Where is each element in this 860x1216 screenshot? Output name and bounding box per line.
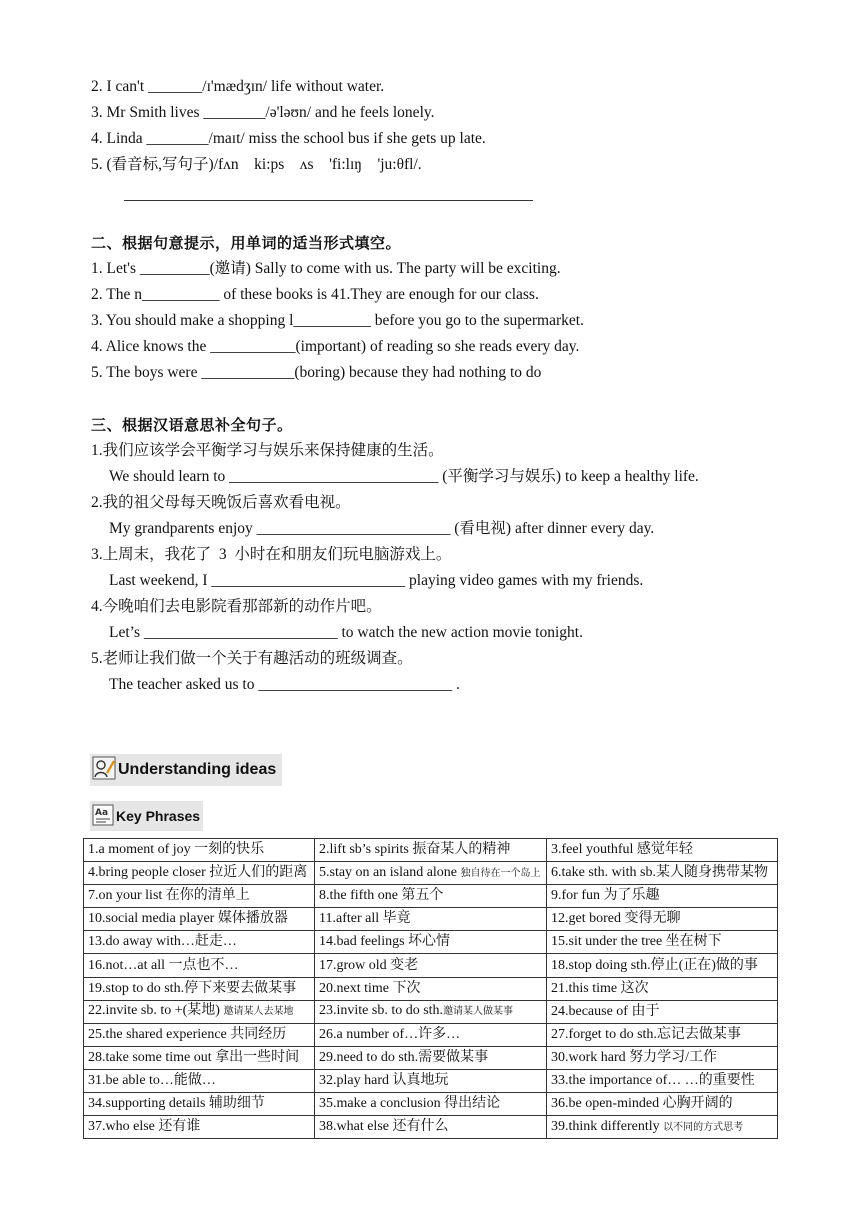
exercise-item: 4. Alice knows the ___________(important) of reading so she reads every day.	[91, 338, 580, 355]
chinese-prompt: 5.老师让我们做一个关于有趣活动的班级调查。	[91, 650, 413, 667]
phrase-cell: 36.be open-minded 心胸开阔的	[547, 1093, 778, 1116]
table-row	[84, 1093, 778, 1116]
phrase-cell: 27.forget to do sth.忘记去做某事	[547, 1023, 778, 1046]
exercise-item: 2. I can't _______/ɪ'mædʒɪn/ life without water.	[91, 78, 385, 95]
phrase-cell	[315, 1000, 547, 1023]
phrase-cell: 26.a number of…许多…	[315, 1023, 547, 1046]
phrase-text: 22.invite sb. to +(某地)	[88, 1003, 224, 1019]
phrase-cell: 12.get bored 变得无聊	[547, 908, 778, 931]
english-sentence: Last weekend, I _________________________ playing video games with my friends.	[109, 572, 644, 589]
phrase-cell: 35.make a conclusion 得出结论	[315, 1093, 547, 1116]
phrase-cell: 14.bad feelings 坏心情	[315, 931, 547, 954]
phrase-text: 39.think differently	[551, 1118, 664, 1134]
phrase-note: 以不同的方式思考	[663, 1121, 744, 1133]
phrase-cell: 21.this time 这次	[547, 977, 778, 1000]
text-card-icon	[92, 804, 114, 829]
phrase-cell: 28.take some time out 拿出一些时间	[84, 1046, 315, 1069]
phrase-note: 邀请某人做某事	[443, 1006, 514, 1018]
phrase-cell: 4.bring people closer 拉近人们的距离	[84, 862, 315, 885]
phrase-cell: 2.lift sb’s spirits 振奋某人的精神	[315, 839, 547, 862]
answer-blank-line	[124, 200, 533, 201]
key-phrases-table	[83, 838, 778, 1139]
phrase-cell: 38.what else 还有什么	[315, 1116, 547, 1139]
phrase-cell	[547, 1116, 778, 1139]
table-row	[84, 954, 778, 977]
phrase-cell: 1.a moment of joy 一刻的快乐	[84, 839, 315, 862]
exercise-item: 3. You should make a shopping l__________ before you go to the supermarket.	[91, 312, 584, 329]
phrase-cell: 9.for fun 为了乐趣	[547, 885, 778, 908]
phrase-cell: 29.need to do sth.需要做某事	[315, 1046, 547, 1069]
phrase-cell: 17.grow old 变老	[315, 954, 547, 977]
phrase-cell: 11.after all 毕竟	[315, 908, 547, 931]
english-sentence: My grandparents enjoy _________________________ (看电视) after dinner every day.	[109, 520, 655, 537]
phrase-cell	[315, 862, 547, 885]
phrase-cell: 20.next time 下次	[315, 977, 547, 1000]
phrase-cell: 24.because of 由于	[547, 1000, 778, 1023]
exercise-item: 2. The n__________ of these books is 41.They are enough for our class.	[91, 286, 539, 303]
phrase-note: 邀请某人去某地	[223, 1006, 294, 1018]
table-row	[84, 931, 778, 954]
phrase-cell: 34.supporting details 辅助细节	[84, 1093, 315, 1116]
understanding-ideas-tag	[90, 754, 282, 786]
chinese-prompt: 1.我们应该学会平衡学习与娱乐来保持健康的生活。	[91, 442, 444, 459]
exercise-item: 4. Linda ________/maɪt/ miss the school bus if she gets up late.	[91, 130, 486, 147]
phrase-cell: 30.work hard 努力学习/工作	[547, 1046, 778, 1069]
phrase-cell: 13.do away with…赶走…	[84, 931, 315, 954]
phrase-cell: 31.be able to…能做…	[84, 1069, 315, 1092]
phrase-cell: 16.not…at all 一点也不…	[84, 954, 315, 977]
table-row	[84, 1069, 778, 1092]
phrase-cell: 7.on your list 在你的清单上	[84, 885, 315, 908]
english-sentence: Let’s _________________________ to watch the new action movie tonight.	[109, 624, 583, 641]
table-row	[84, 1116, 778, 1139]
english-sentence: We should learn to ___________________________ (平衡学习与娱乐) to keep a healthy life.	[109, 468, 699, 485]
section-heading: 三、根据汉语意思补全句子。	[91, 416, 293, 434]
key-phrases-label: Key Phrases	[116, 808, 201, 824]
phrase-cell: 10.social media player 媒体播放器	[84, 908, 315, 931]
phrase-cell: 8.the fifth one 第五个	[315, 885, 547, 908]
phrase-cell: 19.stop to do sth.停下来要去做某事	[84, 977, 315, 1000]
table-row	[84, 977, 778, 1000]
svg-text:Aa: Aa	[95, 807, 109, 818]
exercise-item: 1. Let's _________(邀请) Sally to come with us. The party will be exciting.	[91, 260, 561, 277]
table-row	[84, 1000, 778, 1023]
table-row	[84, 908, 778, 931]
exercise-item: 5. The boys were ____________(boring) because they had nothing to do	[91, 364, 542, 381]
chinese-prompt: 2.我的祖父母每天晚饭后喜欢看电视。	[91, 494, 351, 511]
exercise-item: 5. (看音标,写句子)/fʌn ki:ps ʌs 'fi:lɪŋ 'ju:θfl/.	[91, 156, 422, 173]
phrase-cell: 18.stop doing sth.停止(正在)做的事	[547, 954, 778, 977]
understanding-ideas-label: Understanding ideas	[118, 761, 277, 778]
chinese-prompt: 3.上周末，我花了 3 小时在和朋友们玩电脑游戏上。	[91, 546, 452, 563]
section-heading: 二、根据句意提示，用单词的适当形式填空。	[91, 234, 402, 252]
phrase-cell: 32.play hard 认真地玩	[315, 1069, 547, 1092]
key-phrases-tag	[90, 801, 203, 831]
table-row	[84, 885, 778, 908]
table-row	[84, 1023, 778, 1046]
phrase-note: 独自待在一个岛上	[460, 867, 541, 879]
phrase-cell: 3.feel youthful 感觉年轻	[547, 839, 778, 862]
phrase-cell: 6.take sth. with sb.某人随身携带某物	[547, 862, 778, 885]
phrase-cell: 37.who else 还有谁	[84, 1116, 315, 1139]
table-row	[84, 839, 778, 862]
table-row	[84, 1046, 778, 1069]
phrase-cell: 33.the importance of… …的重要性	[547, 1069, 778, 1092]
phrase-text: 23.invite sb. to do sth.	[319, 1003, 444, 1019]
phrase-text: 5.stay on an island alone	[319, 864, 458, 880]
phrase-cell: 15.sit under the tree 坐在树下	[547, 931, 778, 954]
english-sentence: The teacher asked us to _________________________ .	[109, 676, 460, 693]
phrase-cell: 25.the shared experience 共同经历	[84, 1023, 315, 1046]
person-pen-icon	[92, 756, 116, 785]
chinese-prompt: 4.今晚咱们去电影院看那部新的动作片吧。	[91, 598, 382, 615]
phrase-cell	[84, 1000, 315, 1023]
table-row	[84, 862, 778, 885]
exercise-item: 3. Mr Smith lives ________/ə'ləʊn/ and he feels lonely.	[91, 104, 435, 121]
